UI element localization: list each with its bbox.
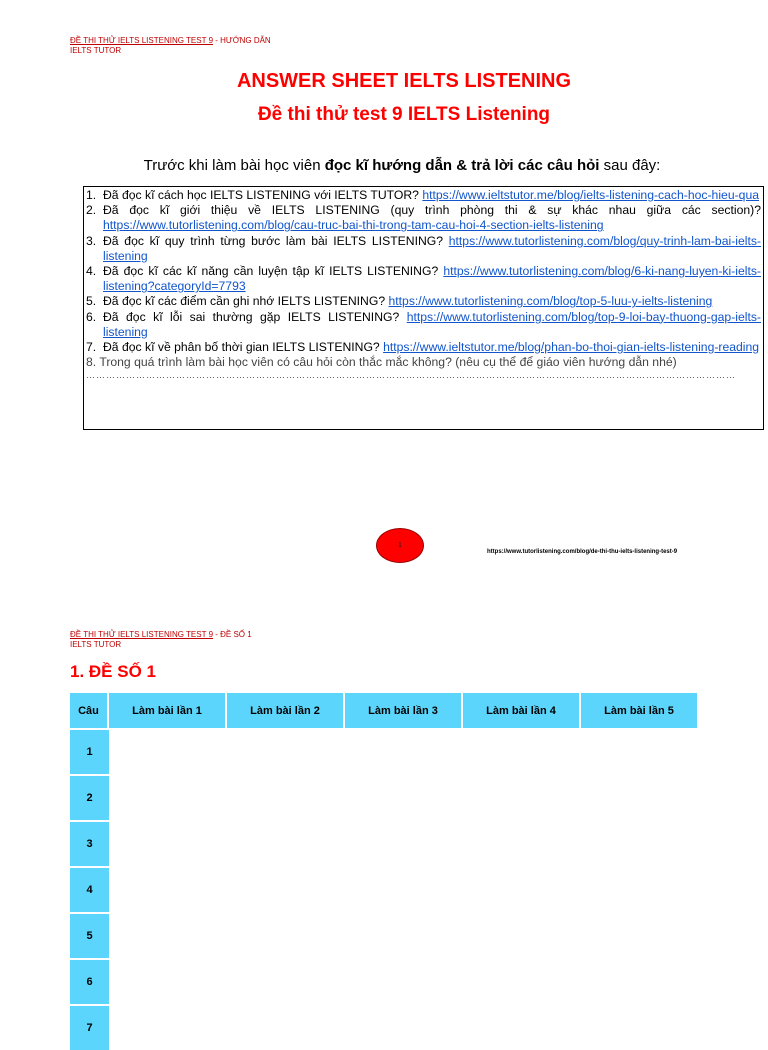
page-number-badge [376, 528, 424, 563]
answer-table-header [70, 693, 699, 728]
checklist-item-link[interactable]: https://www.ieltstutor.me/blog/phan-bo-thoi-gian-ielts-listening-reading [383, 340, 760, 355]
question-number-cell: 5 [70, 912, 109, 958]
question-number-cell: 6 [70, 958, 109, 1004]
intro-before: Trước khi làm bài học viên [143, 157, 325, 174]
answer-cell-attempt-3[interactable] [345, 958, 463, 1004]
answer-cell-attempt-3[interactable] [345, 728, 463, 774]
page2-header-org: IELTS TUTOR [70, 640, 122, 649]
answer-cell-attempt-1[interactable] [109, 912, 227, 958]
page-title: ANSWER SHEET IELTS LISTENING [236, 70, 572, 92]
section-title: 1. ĐỀ SỐ 1 [70, 662, 156, 681]
checklist-item-number: 6. [86, 309, 97, 324]
answer-cell-attempt-1[interactable] [109, 728, 227, 774]
checklist-item-link[interactable]: https://www.tutorlistening.com/blog/6-ki-nang-luyen-ki-ielts-listening?categoryId=7793 [103, 264, 761, 294]
table-row [70, 774, 699, 820]
checklist-item-question: Đã đọc kĩ giới thiệu về IELTS LISTENING (quy trình phòng thi & sự khác nhau giữa các section)? [103, 203, 761, 218]
page1-header-link[interactable]: ĐỀ THI THỬ IELTS LISTENING TEST 9 [70, 36, 214, 45]
answer-line[interactable]: …………………………………………………………………………………………………………………………………………………………………………… [86, 370, 736, 381]
question-number-cell: 3 [70, 820, 109, 866]
checklist-item [86, 203, 761, 233]
checklist-item-number: 1. [86, 188, 97, 202]
checklist-item-question: Đã đọc kĩ cách học IELTS LISTENING với IELTS TUTOR? [103, 188, 423, 202]
answer-cell-attempt-2[interactable] [227, 912, 345, 958]
checklist-item-link[interactable]: https://www.tutorlistening.com/blog/top-5-luu-y-ielts-listening [388, 294, 713, 309]
page2-header-link[interactable]: ĐỀ THI THỬ IELTS LISTENING TEST 9 [70, 630, 214, 639]
checklist-item-question: Đã đọc kĩ các điểm cần ghi nhớ IELTS LISTENING? [103, 294, 389, 309]
checklist-item-link[interactable]: https://www.tutorlistening.com/blog/cau-truc-bai-thi-trong-tam-cau-hoi-4-section-ielts-listening [103, 218, 604, 233]
checklist-item-text [103, 310, 761, 340]
page2-header-suffix: - ĐỀ SỐ 1 [213, 630, 252, 639]
checklist-item [86, 264, 761, 294]
checklist-item-number: 3. [86, 233, 97, 248]
checklist-item [86, 188, 761, 203]
answer-cell-attempt-5[interactable] [581, 774, 699, 820]
question-number-cell: 7 [70, 1004, 109, 1050]
answer-cell-attempt-5[interactable] [581, 912, 699, 958]
answer-cell-attempt-2[interactable] [227, 866, 345, 912]
answer-cell-attempt-2[interactable] [227, 958, 345, 1004]
checklist-item-text [103, 203, 761, 233]
checklist-item-link[interactable]: https://www.tutorlistening.com/blog/top-9-loi-bay-thuong-gap-ielts-listening [103, 309, 761, 339]
answer-cell-attempt-5[interactable] [581, 820, 699, 866]
question-number-cell: 2 [70, 774, 109, 820]
checklist-item-text [103, 294, 761, 309]
checklist-item-link[interactable]: https://www.tutorlistening.com/blog/quy-trinh-lam-bai-ielts-listening [103, 233, 761, 263]
answer-cell-attempt-4[interactable] [463, 912, 581, 958]
answer-cell-attempt-2[interactable] [227, 1004, 345, 1050]
answer-cell-attempt-4[interactable] [463, 774, 581, 820]
checklist-item-number: 7. [86, 340, 97, 355]
question-number-cell: 1 [70, 728, 109, 774]
footer-url[interactable]: https://www.tutorlistening.com/blog/de-thi-thu-ielts-listening-test-9 [487, 549, 678, 555]
col-header-attempt-4: Làm bài lần 4 [463, 693, 581, 728]
col-header-attempt-2: Làm bài lần 2 [227, 693, 345, 728]
answer-cell-attempt-2[interactable] [227, 820, 345, 866]
answer-cell-attempt-3[interactable] [345, 774, 463, 820]
checklist-item-question: Đã đọc kĩ quy trình từng bước làm bài IELTS LISTENING? [103, 233, 449, 248]
page2-running-header [70, 630, 252, 650]
answer-cell-attempt-3[interactable] [345, 1004, 463, 1050]
checklist-item-text [103, 188, 761, 203]
checklist-item-number: 2. [86, 203, 97, 218]
answer-cell-attempt-1[interactable] [109, 820, 227, 866]
answer-cell-attempt-5[interactable] [581, 1004, 699, 1050]
table-row [70, 958, 699, 1004]
question-number-cell: 4 [70, 866, 109, 912]
table-row [70, 866, 699, 912]
checklist-item-text [103, 340, 761, 355]
answer-cell-attempt-2[interactable] [227, 774, 345, 820]
page-number: 1 [398, 542, 402, 549]
checklist-item-question: Đã đọc kĩ về phân bố thời gian IELTS LISTENING? [103, 340, 384, 355]
table-row [70, 912, 699, 958]
table-row [70, 1004, 699, 1050]
answer-cell-attempt-4[interactable] [463, 866, 581, 912]
intro-after: sau đây: [599, 157, 661, 174]
page1-header-suffix: - HƯỚNG DẪN [213, 36, 271, 45]
answer-cell-attempt-2[interactable] [227, 728, 345, 774]
intro-bold: đọc kĩ hướng dẫn & trả lời các câu hỏi [324, 157, 600, 174]
checklist-item [86, 294, 761, 309]
checklist-item-8: 8. Trong quá trình làm bài học viên có câu hỏi còn thắc mắc không? (nêu cụ thể để giáo viên hướng dẫn nhé) [86, 355, 677, 370]
page1-header-org: IELTS TUTOR [70, 46, 122, 55]
checklist-item [86, 310, 761, 340]
answer-cell-attempt-4[interactable] [463, 1004, 581, 1050]
intro-text [0, 157, 768, 174]
col-header-attempt-5: Làm bài lần 5 [581, 693, 699, 728]
answer-cell-attempt-5[interactable] [581, 958, 699, 1004]
table-row [70, 728, 699, 774]
answer-cell-attempt-5[interactable] [581, 866, 699, 912]
checklist-item-question: Đã đọc kĩ các kĩ năng cần luyện tập kĩ IELTS LISTENING? [103, 264, 444, 279]
answer-cell-attempt-3[interactable] [345, 866, 463, 912]
checklist-item-link[interactable]: https://www.ieltstutor.me/blog/ielts-listening-cach-hoc-hieu-qua [422, 188, 759, 202]
answer-cell-attempt-3[interactable] [345, 820, 463, 866]
col-header-question: Câu [70, 693, 109, 728]
answer-cell-attempt-1[interactable] [109, 1004, 227, 1050]
answer-rows [70, 728, 699, 1050]
col-header-attempt-1: Làm bài lần 1 [109, 693, 227, 728]
page1-running-header [70, 36, 271, 56]
checklist-item-question: Đã đọc kĩ lỗi sai thường gặp IELTS LISTENING? [103, 309, 407, 324]
checklist-item-number: 4. [86, 264, 97, 279]
answer-cell-attempt-5[interactable] [581, 728, 699, 774]
table-row [70, 820, 699, 866]
checklist [86, 188, 761, 355]
answer-cell-attempt-4[interactable] [463, 728, 581, 774]
checklist-item-text [103, 234, 761, 264]
col-header-attempt-3: Làm bài lần 3 [345, 693, 463, 728]
answer-cell-attempt-1[interactable] [109, 774, 227, 820]
answer-table [70, 693, 699, 1050]
checklist-item [86, 340, 761, 355]
checklist-item-number: 5. [86, 294, 97, 309]
checklist-item [86, 234, 761, 264]
answer-cell-attempt-3[interactable] [345, 912, 463, 958]
answer-cell-attempt-4[interactable] [463, 958, 581, 1004]
answer-cell-attempt-1[interactable] [109, 866, 227, 912]
answer-cell-attempt-1[interactable] [109, 958, 227, 1004]
checklist-item-text [103, 264, 761, 294]
checklist-box [83, 186, 764, 430]
page-subtitle: Đề thi thử test 9 IELTS Listening [257, 104, 551, 125]
answer-cell-attempt-4[interactable] [463, 820, 581, 866]
